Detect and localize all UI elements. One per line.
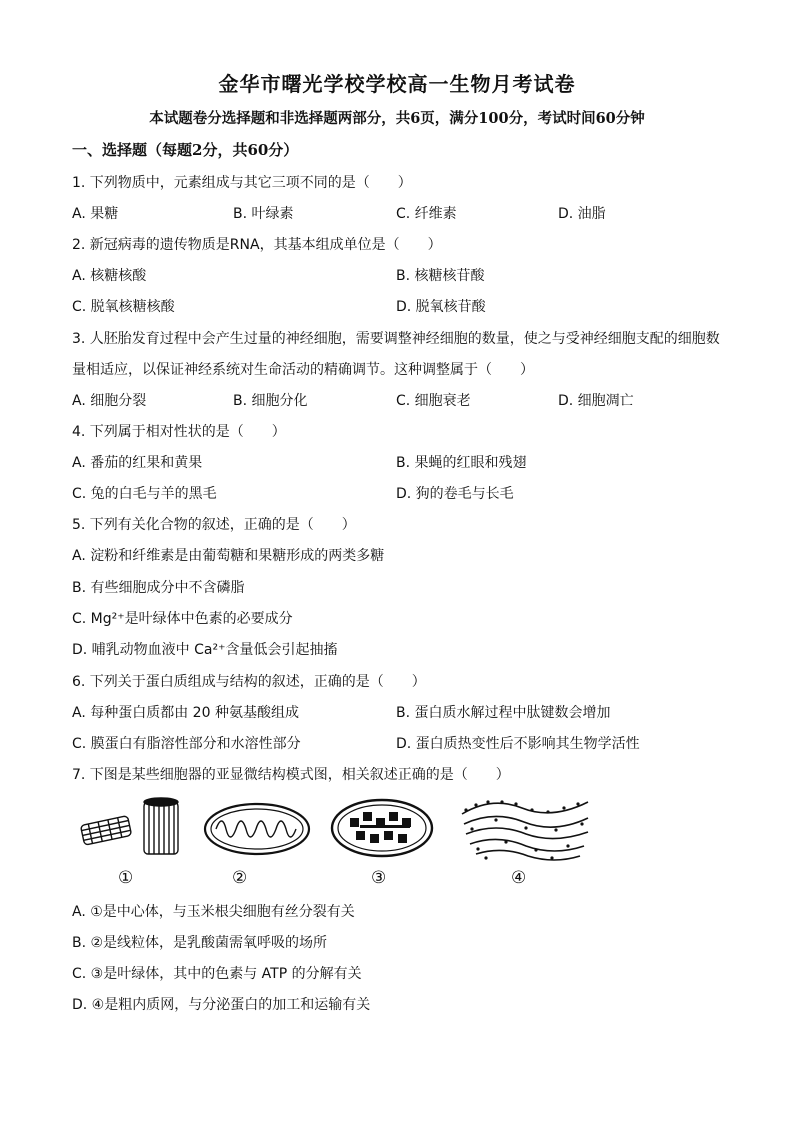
question-6-option-d: D. 蛋白质热变性后不影响其生物学活性 — [396, 736, 640, 752]
question-1-option-a: A. 果糖 — [72, 206, 119, 222]
question-2-option-d: D. 脱氧核苷酸 — [396, 299, 486, 315]
question-5-option-a: A. 淀粉和纤维素是由葡萄糖和果糖形成的两类多糖 — [72, 548, 385, 564]
question-6-option-b: B. 蛋白质水解过程中肽键数会增加 — [396, 705, 611, 721]
question-3-option-c: C. 细胞衰老 — [396, 393, 471, 409]
section-heading: 一、选择题（每题2分，共60分） — [72, 141, 299, 159]
organelle-figure — [72, 790, 612, 890]
question-3-stem-line-1: 3. 人胚胎发育过程中会产生过量的神经细胞，需要调整神经细胞的数量，使之与受神经细胞支配的细胞数 — [72, 331, 720, 347]
mitochondrion-diagram — [202, 800, 312, 858]
chloroplast-diagram — [330, 798, 434, 858]
exam-instructions: 本试题卷分选择题和非选择题两部分，共6页，满分100分，考试时间60分钟 — [149, 110, 645, 127]
question-3-option-b: B. 细胞分化 — [233, 393, 308, 409]
question-6-option-a: A. 每种蛋白质都由 20 种氨基酸组成 — [72, 705, 299, 721]
question-4-option-b: B. 果蝇的红眼和残翅 — [396, 455, 527, 471]
question-6-stem: 6. 下列关于蛋白质组成与结构的叙述，正确的是（ ） — [72, 674, 426, 690]
question-7-option-b: B. ②是线粒体，是乳酸菌需氧呼吸的场所 — [72, 935, 328, 951]
question-4-option-c: C. 兔的白毛与羊的黑毛 — [72, 486, 217, 502]
question-5-stem: 5. 下列有关化合物的叙述，正确的是（ ） — [72, 517, 356, 533]
question-7-stem: 7. 下图是某些细胞器的亚显微结构模式图，相关叙述正确的是（ ） — [72, 767, 510, 783]
figure-label-2: ② — [232, 868, 248, 888]
question-2-option-c: C. 脱氧核糖核酸 — [72, 299, 175, 315]
question-7-option-a: A. ①是中心体，与玉米根尖细胞有丝分裂有关 — [72, 904, 355, 920]
question-4-option-d: D. 狗的卷毛与长毛 — [396, 486, 514, 502]
question-7-option-d: D. ④是粗内质网，与分泌蛋白的加工和运输有关 — [72, 997, 371, 1013]
question-1-option-d: D. 油脂 — [558, 206, 606, 222]
question-3-option-d: D. 细胞凋亡 — [558, 393, 634, 409]
question-3-option-a: A. 细胞分裂 — [72, 393, 147, 409]
question-2-stem: 2. 新冠病毒的遗传物质是RNA，其基本组成单位是（ ） — [72, 237, 442, 253]
question-5-option-c: C. Mg²⁺是叶绿体中色素的必要成分 — [72, 611, 293, 627]
question-6-option-c: C. 膜蛋白有脂溶性部分和水溶性部分 — [72, 736, 301, 752]
question-4-option-a: A. 番茄的红果和黄果 — [72, 455, 203, 471]
page-title: 金华市曙光学校学校高一生物月考试卷 — [218, 72, 576, 96]
question-2-option-b: B. 核糖核苷酸 — [396, 268, 485, 284]
question-5-option-d: D. 哺乳动物血液中 Ca²⁺含量低会引起抽搐 — [72, 642, 338, 658]
rough-er-diagram — [456, 794, 596, 864]
question-3-stem-line-2: 量相适应，以保证神经系统对生命活动的精确调节。这种调整属于（ ） — [72, 362, 534, 378]
question-1-option-b: B. 叶绿素 — [233, 206, 294, 222]
question-2-option-a: A. 核糖核酸 — [72, 268, 147, 284]
question-5-option-b: B. 有些细胞成分中不含磷脂 — [72, 580, 245, 596]
centriole-diagram — [78, 796, 188, 858]
question-1-option-c: C. 纤维素 — [396, 206, 457, 222]
question-1-stem: 1. 下列物质中，元素组成与其它三项不同的是（ ） — [72, 175, 412, 191]
question-7-option-c: C. ③是叶绿体，其中的色素与 ATP 的分解有关 — [72, 966, 362, 982]
figure-label-3: ③ — [371, 868, 387, 888]
figure-label-1: ① — [118, 868, 134, 888]
figure-label-4: ④ — [511, 868, 527, 888]
question-4-stem: 4. 下列属于相对性状的是（ ） — [72, 424, 286, 440]
